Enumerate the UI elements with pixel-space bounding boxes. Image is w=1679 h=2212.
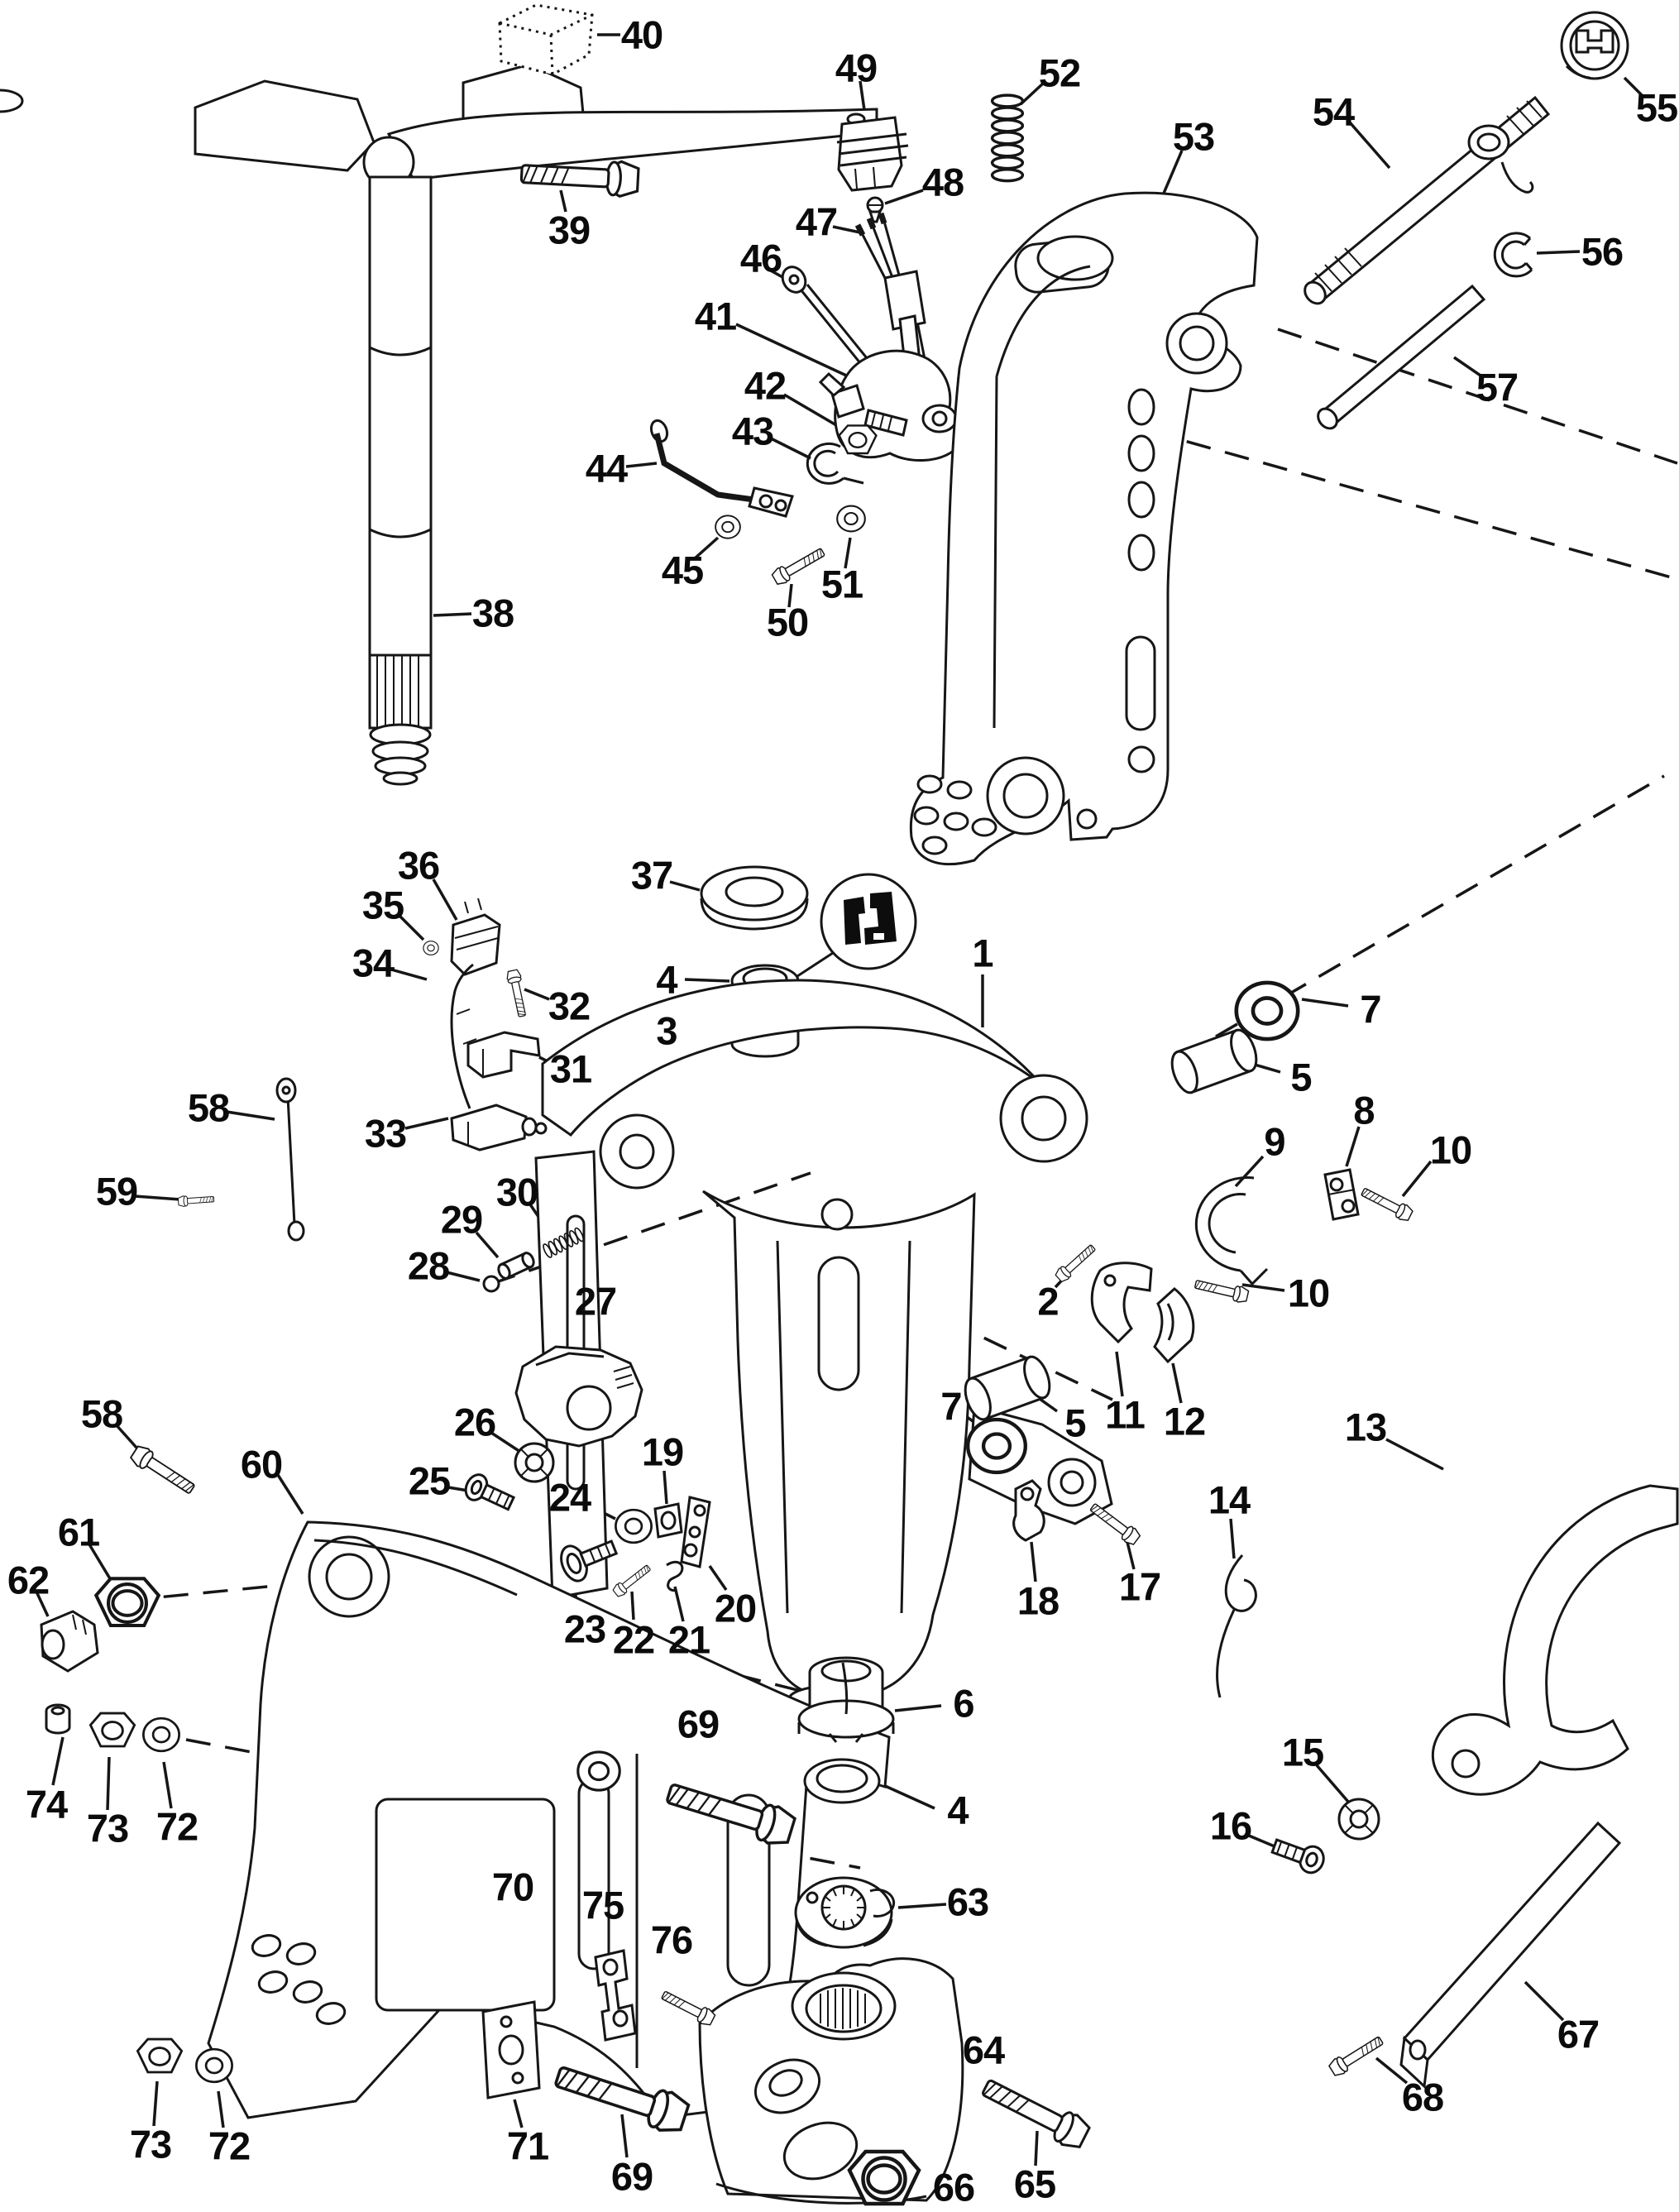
leader-line-52 bbox=[1021, 83, 1044, 104]
part-64-mount-housing bbox=[700, 1959, 963, 2204]
callout-5: 5 bbox=[1290, 1055, 1312, 1099]
leader-line-73 bbox=[154, 2081, 157, 2126]
part-37-washer bbox=[701, 867, 807, 929]
callout-21: 21 bbox=[667, 1617, 710, 1662]
callout-5: 5 bbox=[1064, 1400, 1086, 1445]
callout-16: 16 bbox=[1209, 1803, 1252, 1848]
leader-line-43 bbox=[771, 438, 811, 458]
callout-10: 10 bbox=[1287, 1271, 1330, 1315]
callout-12: 12 bbox=[1163, 1399, 1206, 1444]
callout-69: 69 bbox=[610, 2154, 653, 2199]
part-31-clip-bracket bbox=[468, 1032, 539, 1077]
callout-29: 29 bbox=[440, 1197, 483, 1242]
part-62-plug bbox=[41, 1611, 98, 1671]
leader-line-72 bbox=[218, 2091, 223, 2128]
callout-56: 56 bbox=[1581, 229, 1624, 274]
leader-line-13 bbox=[1386, 1439, 1443, 1469]
part-70-washer bbox=[578, 1752, 619, 1790]
callout-51: 51 bbox=[820, 562, 863, 606]
part-36-connector bbox=[452, 898, 500, 974]
part-71-plate bbox=[483, 2002, 539, 2098]
part-66-nut bbox=[849, 2152, 919, 2204]
callout-67: 67 bbox=[1557, 2012, 1600, 2056]
callout-17: 17 bbox=[1118, 1564, 1161, 1609]
leader-line-28 bbox=[447, 1272, 480, 1281]
part-16-screw bbox=[1270, 1834, 1327, 1876]
leader-line-73 bbox=[108, 1757, 109, 1810]
part-56-retaining-clip bbox=[1495, 233, 1532, 276]
part-35-grommet bbox=[423, 941, 438, 955]
leader-line-58 bbox=[227, 1112, 275, 1119]
magnifier-callout bbox=[792, 874, 916, 979]
callout-49: 49 bbox=[835, 45, 878, 90]
callout-68: 68 bbox=[1401, 2075, 1444, 2119]
callout-46: 46 bbox=[739, 236, 782, 280]
callout-38: 38 bbox=[471, 591, 514, 635]
part-50-bolt bbox=[771, 544, 827, 587]
callout-65: 65 bbox=[1013, 2162, 1056, 2206]
part-73-nut-bottom bbox=[137, 2039, 181, 2072]
leader-line-62 bbox=[36, 1592, 48, 1616]
callout-41: 41 bbox=[694, 294, 737, 338]
callout-50: 50 bbox=[766, 600, 809, 644]
callout-57: 57 bbox=[1476, 365, 1519, 409]
part-29-pin bbox=[496, 1252, 535, 1281]
callout-73: 73 bbox=[86, 1806, 129, 1851]
callout-30: 30 bbox=[495, 1170, 538, 1214]
part-7-washer-lower bbox=[968, 1420, 1026, 1472]
part-58-bolt-lower bbox=[129, 1444, 198, 1498]
part-68-bolt bbox=[1327, 2032, 1385, 2078]
part-63-spline-washer bbox=[796, 1878, 894, 1947]
part-11-clamp-half bbox=[1092, 1263, 1151, 1342]
callout-2: 2 bbox=[1037, 1279, 1059, 1324]
callout-76: 76 bbox=[650, 1918, 693, 1962]
part-33-trim-sender bbox=[452, 1105, 546, 1150]
leader-line-14 bbox=[1231, 1519, 1234, 1558]
leader-line-4 bbox=[685, 979, 729, 981]
part-6-adjuster bbox=[799, 1658, 893, 1742]
callout-13: 13 bbox=[1344, 1405, 1387, 1449]
part-34-cable bbox=[452, 965, 476, 1108]
callout-20: 20 bbox=[714, 1586, 757, 1630]
part-13-bracket-arm bbox=[1433, 1486, 1677, 1794]
part-58-link-rod bbox=[277, 1079, 304, 1240]
callout-28: 28 bbox=[407, 1243, 450, 1288]
part-4-seal-lower bbox=[805, 1760, 879, 1803]
callout-1: 1 bbox=[972, 931, 993, 975]
part-51-washer bbox=[837, 506, 865, 532]
leader-line-44 bbox=[626, 463, 657, 467]
part-74-spacer bbox=[46, 1705, 69, 1733]
leader-line-72 bbox=[164, 1762, 171, 1808]
part-28-ball bbox=[484, 1276, 499, 1291]
part-15-locknut bbox=[1339, 1799, 1379, 1839]
callout-64: 64 bbox=[962, 2028, 1005, 2072]
callout-10: 10 bbox=[1429, 1128, 1472, 1172]
callout-18: 18 bbox=[1016, 1578, 1060, 1623]
callout-33: 33 bbox=[364, 1111, 407, 1156]
callout-6: 6 bbox=[953, 1681, 974, 1726]
callout-45: 45 bbox=[661, 548, 704, 592]
callout-71: 71 bbox=[506, 2123, 549, 2168]
callout-3: 3 bbox=[656, 1008, 677, 1053]
callout-54: 54 bbox=[1312, 89, 1355, 134]
leader-line-12 bbox=[1173, 1363, 1181, 1403]
callout-4: 4 bbox=[656, 957, 677, 1002]
callout-74: 74 bbox=[25, 1782, 68, 1827]
callout-31: 31 bbox=[549, 1046, 592, 1091]
leader-line-22 bbox=[632, 1592, 634, 1620]
leader-line-74 bbox=[53, 1737, 63, 1785]
part-52-spring bbox=[993, 95, 1023, 180]
part-7-washer-upper bbox=[1237, 983, 1298, 1039]
phantom-line bbox=[1278, 329, 1677, 463]
part-55-cap bbox=[1562, 12, 1628, 79]
leader-line-54 bbox=[1350, 122, 1390, 168]
part-14-spring bbox=[1217, 1555, 1256, 1697]
part-12-clamp-half bbox=[1155, 1289, 1193, 1362]
part-8-link-plate bbox=[1325, 1170, 1358, 1219]
callout-26: 26 bbox=[453, 1400, 496, 1444]
part-59-screw bbox=[178, 1194, 214, 1207]
part-17-bolt bbox=[1088, 1501, 1142, 1547]
callout-24: 24 bbox=[548, 1475, 591, 1520]
callout-60: 60 bbox=[240, 1442, 283, 1487]
callout-47: 47 bbox=[795, 199, 838, 244]
leader-line-37 bbox=[670, 882, 700, 890]
part-26-bushing bbox=[515, 1444, 553, 1482]
leader-line-15 bbox=[1317, 1765, 1348, 1802]
part-72-washer-bottom bbox=[196, 2049, 232, 2082]
leader-line-60 bbox=[278, 1475, 303, 1514]
callout-14: 14 bbox=[1208, 1477, 1251, 1522]
leader-line-20 bbox=[710, 1566, 726, 1590]
leader-line-26 bbox=[491, 1433, 523, 1453]
leader-line-36 bbox=[433, 879, 457, 920]
leader-line-4 bbox=[883, 1785, 935, 1808]
callout-34: 34 bbox=[352, 941, 395, 985]
leader-line-63 bbox=[898, 1904, 946, 1908]
callout-37: 37 bbox=[630, 853, 673, 898]
callout-72: 72 bbox=[208, 2123, 251, 2168]
part-5-bushing-lower bbox=[960, 1353, 1055, 1423]
callout-23: 23 bbox=[563, 1606, 606, 1651]
leader-line-48 bbox=[885, 190, 923, 203]
callout-36: 36 bbox=[397, 843, 440, 888]
callout-19: 19 bbox=[641, 1429, 684, 1474]
part-21-clip bbox=[667, 1562, 682, 1590]
leader-line-56 bbox=[1537, 251, 1580, 253]
callout-4: 4 bbox=[947, 1788, 969, 1832]
leader-line-32 bbox=[524, 989, 549, 999]
part-73-nut-left bbox=[90, 1713, 134, 1746]
leader-line-34 bbox=[391, 970, 427, 979]
callout-32: 32 bbox=[548, 984, 591, 1028]
part-18-latch-lever bbox=[1014, 1481, 1045, 1540]
part-49-connector bbox=[837, 117, 908, 190]
leader-line-9 bbox=[1236, 1156, 1263, 1186]
part-20-link bbox=[682, 1497, 710, 1567]
leader-line-10 bbox=[1403, 1161, 1431, 1196]
part-9-retainer-clamp bbox=[1196, 1178, 1267, 1284]
callout-9: 9 bbox=[1264, 1119, 1285, 1164]
leader-line-55 bbox=[1624, 78, 1644, 98]
part-27-cam bbox=[516, 1347, 642, 1446]
callout-61: 61 bbox=[57, 1510, 100, 1554]
callout-53: 53 bbox=[1172, 114, 1215, 159]
leader-line-35 bbox=[399, 915, 423, 940]
callout-40: 40 bbox=[620, 12, 663, 57]
callout-63: 63 bbox=[946, 1879, 989, 1924]
leader-line-39 bbox=[561, 190, 566, 212]
part-38-steering-shaft bbox=[0, 65, 877, 784]
part-44-lever bbox=[648, 419, 792, 516]
callout-15: 15 bbox=[1281, 1730, 1324, 1774]
callout-44: 44 bbox=[585, 446, 628, 491]
callout-7: 7 bbox=[940, 1384, 962, 1429]
callout-11: 11 bbox=[1105, 1392, 1145, 1437]
part-32-bolt bbox=[506, 970, 529, 1018]
leader-line-8 bbox=[1347, 1127, 1359, 1166]
leader-line-11 bbox=[1117, 1352, 1122, 1396]
callout-42: 42 bbox=[744, 363, 787, 408]
callout-43: 43 bbox=[731, 409, 774, 453]
callout-72: 72 bbox=[155, 1804, 199, 1849]
callout-35: 35 bbox=[361, 883, 404, 927]
callout-70: 70 bbox=[491, 1865, 534, 1909]
leader-line-65 bbox=[1036, 2131, 1037, 2166]
callout-25: 25 bbox=[408, 1458, 451, 1503]
callout-27: 27 bbox=[574, 1279, 617, 1324]
leader-line-50 bbox=[789, 584, 792, 607]
leader-line-6 bbox=[895, 1706, 941, 1711]
callout-48: 48 bbox=[921, 160, 964, 204]
part-24-washer bbox=[615, 1510, 651, 1543]
callout-58: 58 bbox=[80, 1391, 123, 1436]
leader-line-71 bbox=[514, 2099, 522, 2128]
callout-7: 7 bbox=[1360, 987, 1381, 1032]
part-25-screw bbox=[462, 1471, 516, 1515]
leader-line-38 bbox=[433, 614, 471, 615]
leader-line-67 bbox=[1525, 1982, 1563, 2020]
leader-line-21 bbox=[675, 1587, 683, 1621]
leader-line-7 bbox=[1302, 999, 1348, 1006]
callout-73: 73 bbox=[129, 2122, 172, 2167]
leader-line-19 bbox=[664, 1471, 667, 1504]
leader-line-29 bbox=[476, 1233, 498, 1257]
callout-39: 39 bbox=[548, 208, 591, 252]
part-5-bushing-upper bbox=[1167, 1027, 1261, 1096]
leader-line-45 bbox=[695, 538, 718, 558]
callout-66: 66 bbox=[932, 2165, 975, 2210]
leader-line-59 bbox=[135, 1196, 180, 1199]
leader-line-18 bbox=[1031, 1542, 1036, 1582]
part-10-bolt-lower bbox=[1193, 1276, 1249, 1304]
leader-line-51 bbox=[845, 538, 850, 568]
leader-line-10 bbox=[1242, 1285, 1284, 1290]
callout-62: 62 bbox=[7, 1558, 50, 1602]
part-61-nut bbox=[96, 1578, 159, 1625]
leader-line-57 bbox=[1454, 357, 1483, 377]
callout-69: 69 bbox=[677, 1702, 720, 1746]
part-40-grommet bbox=[500, 5, 592, 74]
leader-line-69 bbox=[622, 2114, 627, 2157]
callout-59: 59 bbox=[95, 1169, 138, 1214]
part-2-screw bbox=[1054, 1242, 1098, 1283]
callout-58: 58 bbox=[187, 1085, 230, 1130]
part-72-washer-left bbox=[143, 1718, 179, 1751]
callout-8: 8 bbox=[1353, 1088, 1375, 1132]
part-65-bolt bbox=[978, 2072, 1093, 2152]
leader-line-33 bbox=[405, 1118, 448, 1128]
part-45-washer bbox=[715, 515, 740, 538]
part-19-square-nut bbox=[655, 1504, 682, 1537]
part-53-clamp-bracket bbox=[911, 193, 1257, 864]
part-42-nut bbox=[840, 425, 877, 453]
part-67-anode bbox=[1401, 1823, 1619, 2086]
callout-22: 22 bbox=[612, 1617, 655, 1662]
callout-52: 52 bbox=[1038, 50, 1081, 95]
callout-75: 75 bbox=[581, 1883, 624, 1927]
callout-55: 55 bbox=[1635, 85, 1678, 130]
